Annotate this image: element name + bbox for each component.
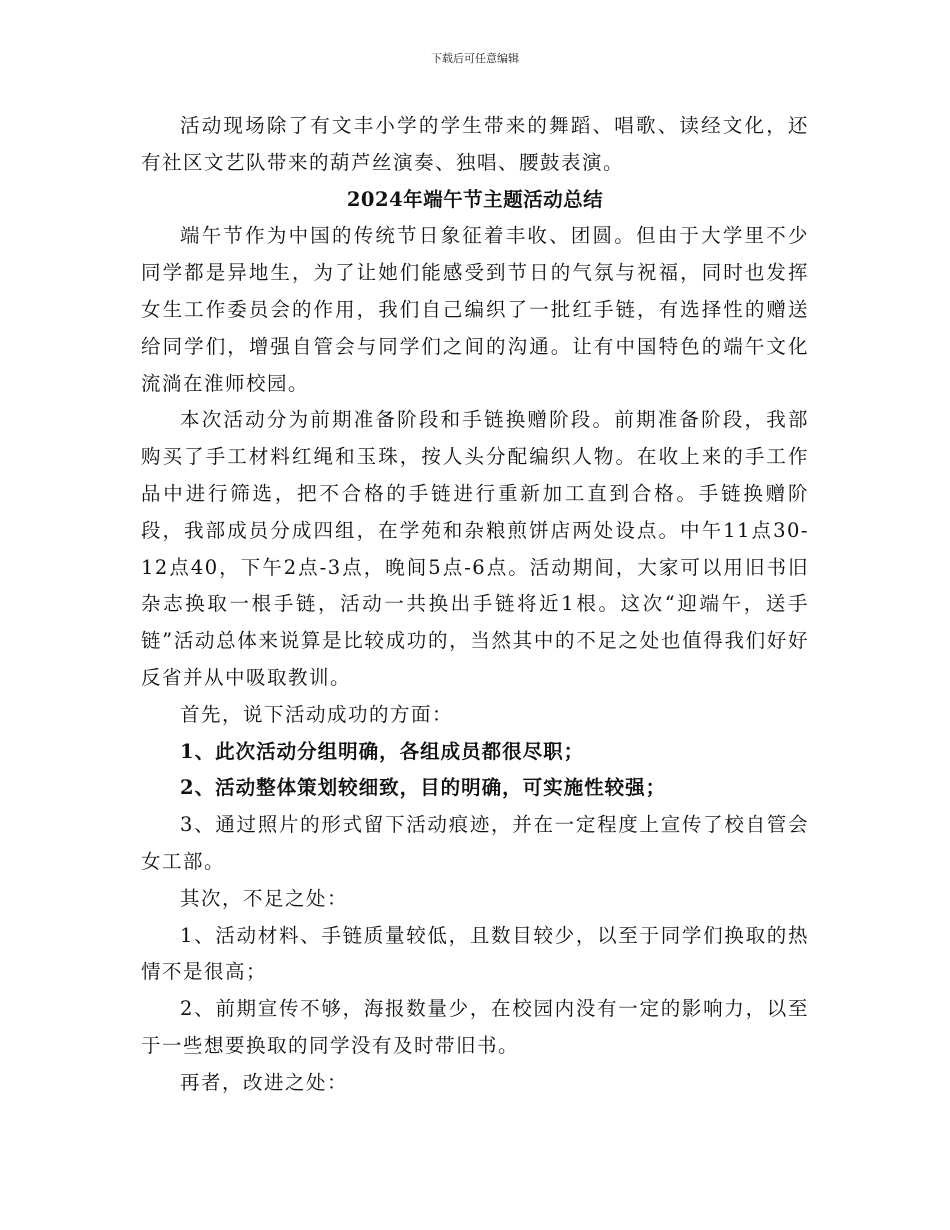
success-heading: 首先，说下活动成功的方面： <box>180 702 454 726</box>
improvement-heading: 再者，改进之处： <box>180 1070 349 1094</box>
background-paragraph: 端午节作为中国的传统节日象征着丰收、团圆。但由于大学里不少同学都是异地生，为了让她们能感受到节日的气氛与祝福，同时也发挥女生工作委员会的作用，我们自己编织了一批红手链，有选择性的赠送给同学们，增强自管会与同学们之间的沟通。让有中国特色的端午文化流淌在淮师校园。 <box>141 224 809 395</box>
success-item-1: 1、此次活动分组明确，各组成员都很尽职； <box>180 739 585 763</box>
shortcoming-heading: 其次，不足之处： <box>180 886 349 910</box>
document-body <box>141 108 809 1102</box>
intro-paragraph: 活动现场除了有文丰小学的学生带来的舞蹈、唱歌、读经文化，还有社区文艺队带来的葫芦丝演奏、独唱、腰鼓表演。 <box>141 114 809 174</box>
document-title: 2024年端午节主题活动总结 <box>346 187 604 211</box>
shortcoming-item-2: 2、前期宣传不够，海报数量少，在校园内没有一定的影响力，以至于一些想要换取的同学没有及时带旧书。 <box>141 997 809 1057</box>
page-header: 下载后可任意编辑 <box>431 52 519 65</box>
shortcoming-item-1: 1、活动材料、手链质量较低，且数目较少，以至于同学们换取的热情不是很高； <box>141 923 809 984</box>
success-item-3: 3、通过照片的形式留下活动痕迹，并在一定程度上宣传了校自管会女工部。 <box>141 813 809 873</box>
process-paragraph: 本次活动分为前期准备阶段和手链换赠阶段。前期准备阶段，我部购买了手工材料红绳和玉珠，按人头分配编织人物。在收上来的手工作品中进行筛选，把不合格的手链进行重新加工直到合格。手链换赠阶段，我部成员分成四组，在学苑和杂粮煎饼店两处设点。中午11点30-12点40，下午2点-3点，晚间5点-6点。活动期间，大家可以用旧书旧杂志换取一根手链，活动一共换出手链将近1根。这次“迎端午，送手链”活动总体来说算是比较成功的，当然其中的不足之处也值得我们好好反省并从中吸取教训。 <box>141 408 809 689</box>
success-item-2: 2、活动整体策划较细致，目的明确，可实施性较强； <box>180 776 667 800</box>
